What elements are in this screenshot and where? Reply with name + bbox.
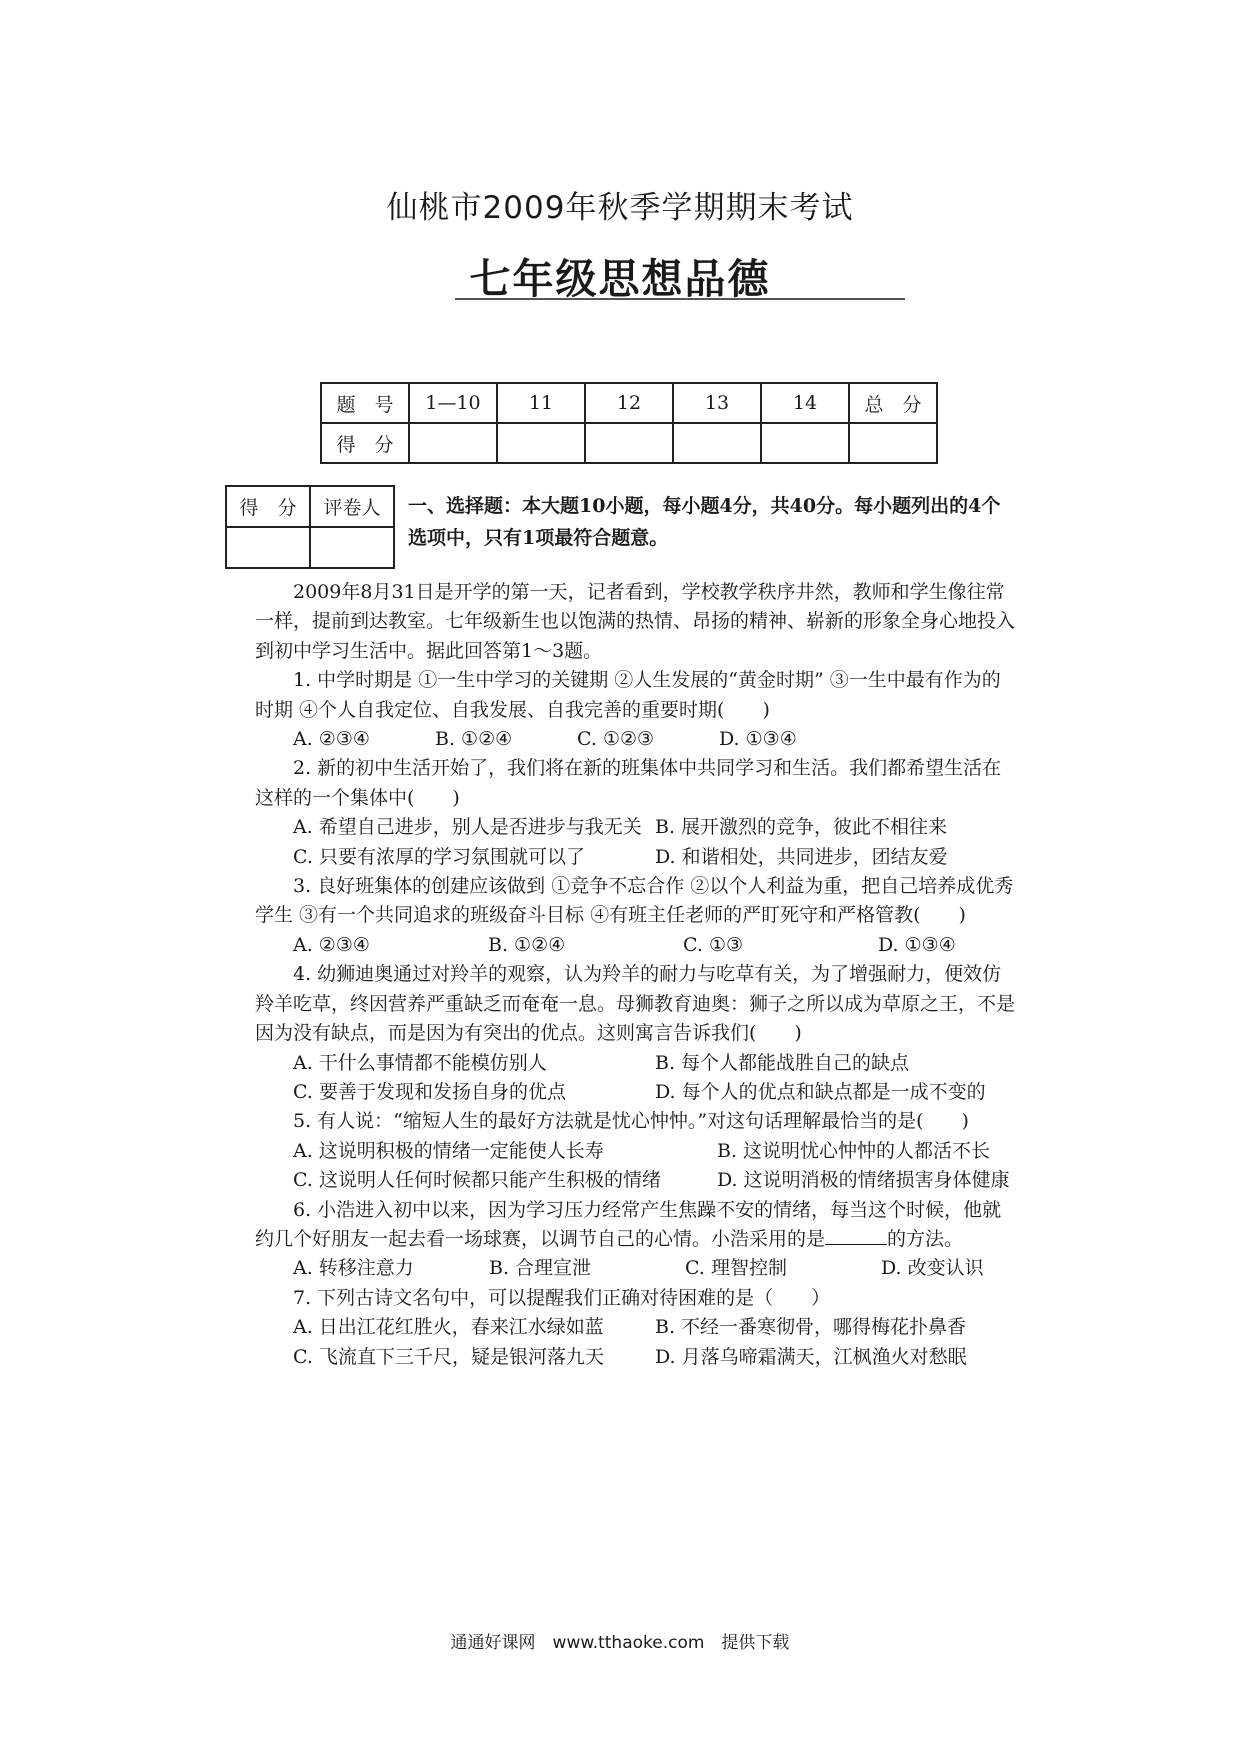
option: D. 每个人的优点和缺点都是一成不变的 bbox=[655, 1080, 986, 1103]
question-body bbox=[255, 578, 1017, 1372]
option: C. 要善于发现和发扬自身的优点 bbox=[293, 1080, 566, 1103]
title-underline bbox=[455, 298, 905, 300]
question-1-options bbox=[255, 725, 1017, 754]
option: B. 不经一番寒彻骨，哪得梅花扑鼻香 bbox=[655, 1316, 967, 1339]
score-table bbox=[320, 382, 938, 464]
question-5-options bbox=[255, 1137, 1017, 1166]
score-cell-label: 题 号 bbox=[321, 383, 409, 423]
question-4-options bbox=[255, 1049, 1017, 1078]
question-7-options bbox=[255, 1343, 1017, 1372]
option: C. 飞流直下三千尺，疑是银河落九天 bbox=[293, 1345, 604, 1368]
score-blank bbox=[761, 423, 849, 463]
option: C. 这说明人任何时候都只能产生积极的情绪 bbox=[293, 1169, 661, 1192]
option: C. ①②③ bbox=[577, 728, 655, 751]
score-table-header-row bbox=[321, 383, 937, 423]
question-6-stem bbox=[255, 1196, 1017, 1255]
score-cell-q14: 14 bbox=[761, 383, 849, 423]
question-6-stem-text: 6. 小浩进入初中以来，因为学习压力经常产生焦躁不安的情绪，每当这个时候，他就约几个好朋友一起去看一场球赛，以调节自己的心情。小浩采用的是 bbox=[255, 1198, 1002, 1250]
question-5-stem: 5. 有人说：“缩短人生的最好方法就是忧心忡忡。”对这句话理解最恰当的是( ) bbox=[293, 1110, 969, 1133]
score-blank bbox=[849, 423, 937, 463]
subject-title: 七年级思想品德 bbox=[469, 255, 771, 303]
intro-passage: 2009年8月31日是开学的第一天，记者看到，学校教学秩序井然，教师和学生像往常一样，提前到达教室。七年级新生也以饱满的热情、昂扬的精神、崭新的形象全身心地投入到初中学习生活中。据此回答第1～3题。 bbox=[255, 581, 1016, 662]
grader-name-blank bbox=[310, 527, 394, 568]
option: C. ①③ bbox=[683, 933, 744, 956]
option: A. ②③④ bbox=[293, 728, 370, 751]
section-heading: 一、选择题：本大题10小题，每小题4分，共40分。每小题列出的4个选项中，只有1项最符合题意。 bbox=[408, 495, 1001, 549]
score-cell-q12: 12 bbox=[585, 383, 673, 423]
option: D. 和谐相处，共同进步，团结友爱 bbox=[655, 845, 948, 868]
question-7-options bbox=[255, 1313, 1017, 1342]
question-2-options bbox=[255, 843, 1017, 872]
score-cell-q11: 11 bbox=[497, 383, 585, 423]
option: A. ②③④ bbox=[293, 933, 370, 956]
option: A. 日出江花红胜火，春来江水绿如蓝 bbox=[293, 1316, 604, 1339]
option: A. 希望自己进步，别人是否进步与我无关 bbox=[293, 816, 642, 839]
question-4-stem: 4. 幼狮迪奥通过对羚羊的观察，认为羚羊的耐力与吃草有关，为了增强耐力，便效仿羚羊吃草，终因营养严重缺乏而奄奄一息。母狮教育迪奥：狮子之所以成为草原之王，不是因为没有缺点，而是因为有突出的优点。这则寓言告诉我们( ) bbox=[255, 963, 1016, 1045]
question-3-stem: 3. 良好班集体的创建应该做到 ①竞争不忘合作 ②以个人利益为重，把自己培养成优秀学生 ③有一个共同追求的班级奋斗目标 ④有班主任老师的严盯死守和严格管教( ) bbox=[255, 875, 1014, 927]
option: D. 月落乌啼霜满天，江枫渔火对愁眠 bbox=[655, 1345, 967, 1368]
question-5-options bbox=[255, 1166, 1017, 1195]
option: A. 这说明积极的情绪一定能使人长寿 bbox=[293, 1139, 604, 1162]
grader-score-blank bbox=[226, 527, 310, 568]
question-7-stem: 7. 下列古诗文名句中，可以提醒我们正确对待困难的是（ ） bbox=[293, 1286, 831, 1309]
score-row-label: 得 分 bbox=[321, 423, 409, 463]
download-footer: 通通好课网 www.tthaoke.com 提供下载 bbox=[450, 1633, 790, 1653]
grader-score-label: 得 分 bbox=[226, 486, 310, 527]
score-blank bbox=[673, 423, 761, 463]
question-6-stem-end: 的方法。 bbox=[887, 1227, 964, 1250]
answer-blank bbox=[825, 1226, 887, 1245]
score-blank bbox=[497, 423, 585, 463]
grader-name-label: 评卷人 bbox=[310, 486, 394, 527]
option: B. 合理宣泄 bbox=[489, 1257, 592, 1280]
option: C. 只要有浓厚的学习氛围就可以了 bbox=[293, 845, 585, 868]
option: D. ①③④ bbox=[878, 933, 956, 956]
option: B. 展开激烈的竞争，彼此不相往来 bbox=[655, 816, 948, 839]
option: B. 这说明忧心忡忡的人都活不长 bbox=[717, 1139, 991, 1162]
option: D. 改变认识 bbox=[881, 1257, 984, 1280]
score-blank bbox=[409, 423, 497, 463]
question-1-stem: 1. 中学时期是 ①一生中学习的关键期 ②人生发展的“黄金时期” ③一生中最有作为的时期 ④个人自我定位、自我发展、自我完善的重要时期( ) bbox=[255, 669, 1001, 721]
grader-table bbox=[225, 485, 395, 569]
question-3-options bbox=[255, 931, 1017, 960]
score-cell-total: 总 分 bbox=[849, 383, 937, 423]
question-2-options bbox=[255, 813, 1017, 842]
option: A. 转移注意力 bbox=[293, 1257, 414, 1280]
option: C. 理智控制 bbox=[685, 1257, 787, 1280]
question-2-stem: 2. 新的初中生活开始了，我们将在新的班集体中共同学习和生活。我们都希望生活在这样的一个集体中( ) bbox=[255, 757, 1002, 809]
option: B. ①②④ bbox=[435, 728, 513, 751]
option: A. 干什么事情都不能模仿别人 bbox=[293, 1051, 547, 1074]
score-cell-q13: 13 bbox=[673, 383, 761, 423]
exam-title: 仙桃市2009年秋季学期期末考试 bbox=[386, 190, 854, 226]
score-blank bbox=[585, 423, 673, 463]
score-table-score-row bbox=[321, 423, 937, 463]
question-4-options bbox=[255, 1078, 1017, 1107]
score-cell-q1-10: 1—10 bbox=[409, 383, 497, 423]
question-6-options bbox=[255, 1254, 1017, 1283]
option: B. 每个人都能战胜自己的缺点 bbox=[655, 1051, 910, 1074]
option: D. 这说明消极的情绪损害身体健康 bbox=[717, 1169, 1010, 1192]
option: B. ①②④ bbox=[488, 933, 566, 956]
option: D. ①③④ bbox=[719, 728, 797, 751]
